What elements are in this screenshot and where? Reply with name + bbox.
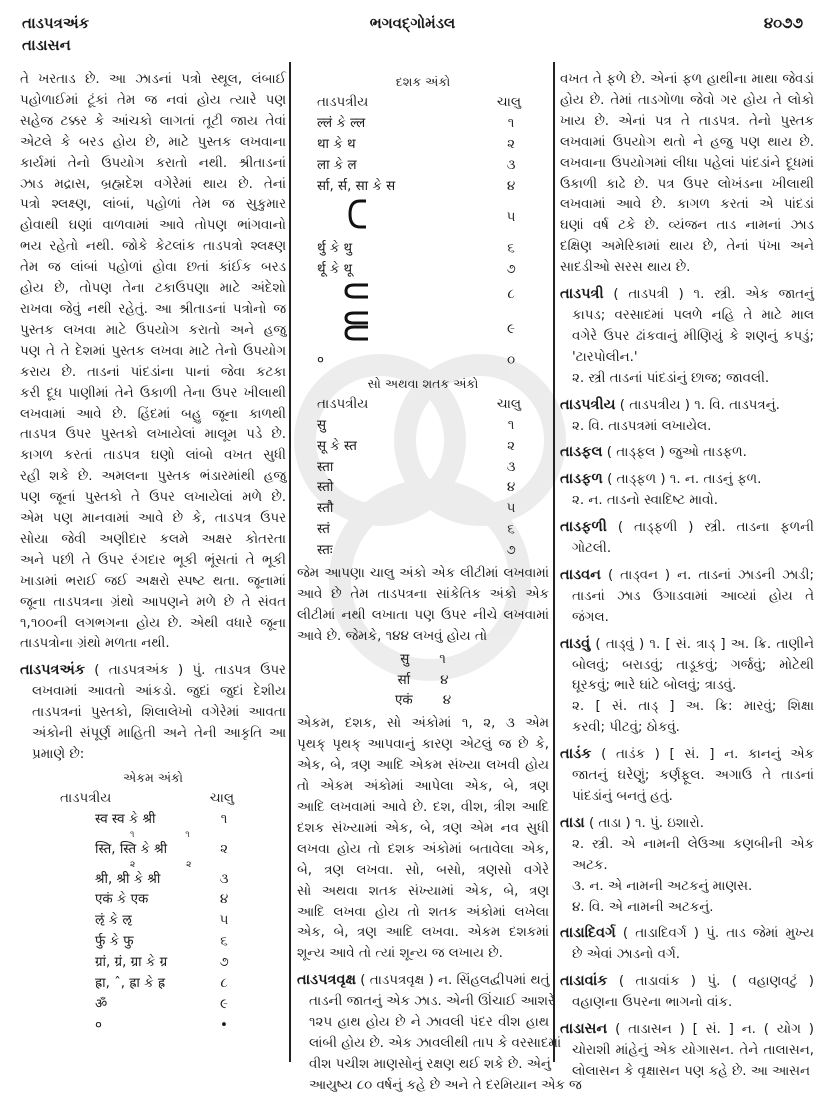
entry-definition: ( તાડપત્રવૃક્ષ ) ન. સિંહલદ્વીપમાં થતું [360, 973, 550, 989]
entry-line: લોલાસન કે વૃક્ષાસન પણ કહે છે. આ આસન [572, 1063, 810, 1079]
column-right [560, 70, 814, 1083]
entry-headword: તાડપત્રી [560, 286, 604, 303]
table-title: એકમ અંકો [123, 769, 183, 785]
dictionary-entry [297, 970, 582, 1096]
table-row [20, 974, 286, 995]
text-line: શૂન્ય આવે તો ત્યાં શૂન્ય જ લખાય છે. [297, 946, 503, 962]
entry-definition: ( તાડપત્રઅંક ) પું. તાડપત્ર ઉપર [94, 663, 286, 679]
entry-headword: તાડપત્રવૃક્ષ [297, 972, 357, 989]
entry-line: કરવી; પીટવું; ઠોકવું. [572, 720, 680, 736]
entry-line: ૩. ન. એ નામની અટકનું માણસ. [572, 878, 753, 894]
text-line: આવે છે. જેમકે, ૧૪૪ લખવું હોય તો [297, 628, 488, 644]
table-row [297, 135, 549, 156]
entry-definition: ( તાડાદિવર્ગ ) પું. તાડ જેમાં મુખ્ય [622, 926, 814, 942]
table-row [297, 478, 549, 499]
entry-definition: ( તાડાસન ) [ સં. ] ન. ( યોગ ) [615, 1022, 814, 1038]
entry-line: 'ટારપોલીન.' [572, 349, 638, 365]
text-line: ૧,૧૦૦ની લગભગના હોય છે. એથી વધારે જૂના [20, 615, 286, 631]
table-row [20, 953, 286, 974]
palm-leaf-numeral: स्ति, स्ति કે श्री [95, 841, 168, 857]
entry-line: ૨. સ્ત્રી. એ નામની લેઉઆ કણબીની એક [572, 836, 814, 852]
palm-leaf-numeral: र्फु કે फु [95, 934, 134, 950]
entry-definition: ( તાડ્વન ) ન. તાડનાં ઝાડની ઝાડી; [607, 567, 814, 583]
entry-line [560, 923, 814, 945]
entry-headword: તાડપત્રીય [560, 396, 616, 413]
palm-leaf-numeral: ० [95, 1017, 102, 1033]
entry-headword: તાડાસન [560, 1021, 608, 1038]
palm-leaf-numeral: र्थू કે थू [317, 262, 353, 278]
modern-numeral: ૩ [506, 157, 516, 173]
table-row [297, 114, 549, 135]
dictionary-entry [560, 1019, 814, 1083]
text-line: પહોળાઈમાં ટૂંકાં તેમ જ નવાં હોય ત્યારે પણ [20, 92, 286, 108]
table-header-row [20, 789, 286, 810]
column-left [20, 70, 286, 1039]
example-table [297, 650, 549, 713]
modern-numeral: ૧ [507, 115, 515, 131]
paragraph [560, 70, 814, 279]
entry-definition: ( તાડ્ફળી ) સ્ત્રી. તાડના ફળની [617, 520, 814, 536]
entry-line: તાડનાં ઝાડ ઉગાડવામાં આવ્યાં હોય તે [572, 588, 814, 604]
entry-line: ૨. વિ. તાડપત્રમાં લખાયેલ. [572, 418, 712, 434]
table-title: સો અથવા શતક અંકો [367, 375, 479, 391]
palm-leaf-numeral [297, 281, 382, 309]
palm-leaf-numeral: स्तः [317, 543, 333, 559]
palm-leaf-numeral: सु [317, 417, 327, 433]
text-line: હોય છે, તોપણ તેના ટકાઉપણા માટે અંદેશો [20, 281, 286, 297]
text-line: રહી શકે છે. અમલના પુસ્તક ભંડારમાંથી હજુ [20, 469, 286, 485]
text-line: પત્રો શ્લક્ષ્ણ, લાંબાં, પહોળાં તેમ જ સુકુમાર [20, 197, 286, 213]
modern-numeral: ૪ [440, 672, 449, 688]
modern-numeral: ૨ [507, 136, 515, 152]
dictionary-entry [560, 395, 814, 438]
text-line: એકમ, દશક, સો અંકોમાં ૧, ૨, ૩ એમ [297, 716, 549, 732]
entry-headword: તાડફલ [560, 444, 603, 461]
entry-definition: ( તાડાવાંક ) પું. ( વહાણવટું ) [618, 974, 814, 990]
entry-headword: તાડપત્રઅંક [20, 662, 85, 679]
modern-numeral: ૦ [506, 352, 516, 368]
table-row [297, 541, 549, 562]
palm-leaf-numeral: था કે थ [317, 136, 356, 152]
modern-numeral: ૭ [219, 955, 229, 971]
table-row [20, 911, 286, 932]
text-line: એક, બે, ત્રણ આદિ લખવા. એકમ દશકમાં [297, 925, 549, 941]
text-line: પુસ્તક લખવા માટે ઉપયોગ કરાતો અને હજુ [20, 322, 286, 338]
modern-numeral: ૪ [442, 693, 451, 709]
numeral-superscript-mark: ૧ ૧ [130, 829, 214, 840]
entry-line: અંકોની સંપૂર્ણ માહિતી અને તેની આકૃતિ આ [32, 726, 286, 742]
dictionary-entry [560, 971, 814, 1014]
dictionary-entry [20, 660, 286, 766]
entry-definition: ( તાડપત્રીય ) ૧. વિ. તાડપત્રનું. [619, 397, 780, 413]
modern-numeral: ૧ [220, 811, 228, 827]
entry-line: વીશ પચીશ માણસોનું રક્ષણ થઈ શકે છે. એનું [309, 1056, 551, 1072]
text-line: તાડપત્ર ઉપર પુસ્તકો લખાયેલાં માલૂમ પડે છે. [20, 427, 286, 443]
entry-line: જંગલ. [572, 609, 609, 625]
entry-line [560, 517, 814, 539]
column-divider [553, 62, 555, 1062]
palm-leaf-numeral: स्तौ [317, 501, 334, 517]
table-row [20, 890, 286, 911]
entry-line: તાડની જાતનું એક ઝાડ. એની ઊંચાઈ આશરે [309, 994, 555, 1010]
modern-numeral: ૬ [220, 934, 228, 950]
text-line: ઘણાં વર્ષ ટકે છે. વ્યંજન તાડ નામનાં ઝાડ [560, 218, 814, 234]
entry-headword: તાડફળ [560, 471, 603, 488]
text-line: કાગળ કરતાં તાડપત્ર ઘણો લાંબો વખત સુધી [20, 448, 286, 464]
palm-leaf-numeral: स्तं [317, 522, 330, 538]
dictionary-entry [560, 565, 814, 629]
text-line: ઉકાળી કાઢે છે. પત્ર ઉપર લોખંડના ખીલાથી [560, 176, 814, 192]
entry-headword: તાડંક [560, 746, 592, 763]
entry-line [560, 565, 814, 587]
palm-leaf-numeral: ऌं કે ऌ [95, 913, 132, 929]
entry-line: ૨. [ સં. તાડ્ ] અ. ક્રિ: મારવું; શિક્ષા [572, 699, 814, 715]
column-header: ચાલુ [496, 94, 521, 110]
text-line: કાર્યમાં તેનો ઉપયોગ કરાતો નથી. શ્રીતાડનાં [20, 155, 286, 171]
column-header: ચાલુ [496, 396, 521, 412]
entry-line [560, 1019, 814, 1041]
entry-line: પાંદડાંનું બનતું હતું. [572, 789, 673, 804]
text-line: કરાય છે. તાડનાં પાંદડાંના પાનાં જેવા કટકા [20, 364, 286, 380]
entry-line: પ્રમાણે છે: [32, 747, 85, 762]
table-row [297, 499, 549, 520]
palm-leaf-numeral: र्थु કે थु [317, 241, 353, 257]
double-loop-numeral-glyph-icon [342, 309, 382, 343]
entry-line [297, 970, 549, 992]
modern-numeral: ૭ [506, 543, 516, 559]
table-header-row [297, 395, 549, 416]
table-row [297, 281, 549, 309]
dictionary-entry [560, 744, 814, 808]
modern-numeral: ૨ [507, 438, 515, 454]
text-line: એટલે કે બરડ હોય છે, માટે પુસ્તક લખવાના [20, 134, 286, 150]
dictionary-entry [560, 813, 814, 919]
entry-definition: ( તાડા ) ૧. પું. ઇશારો. [588, 815, 704, 831]
modern-numeral: ૫ [506, 501, 516, 517]
text-line: અને પછી તે ઉપર રંગદાર ભૂકી ભૂંસતાં તે ભૂકી [20, 552, 286, 568]
text-line: જૂના તાડપત્રના ગ્રંથો આપણને મળે છે તે સંવત [20, 594, 286, 610]
table-row [297, 197, 549, 239]
dictionary-entry [560, 517, 814, 560]
text-line: હોવાથી ઘણાં વાળવામાં આવે તોપણ ભાંગવાનો [20, 218, 286, 234]
palm-leaf-numeral: एकं [394, 693, 413, 709]
column-header: ચાલુ [209, 790, 234, 806]
text-line: પણ જૂનાં પુસ્તકો તે ઉપર લખાયેલાં મળે છે. [20, 490, 286, 506]
table-title: દશક અંકો [395, 74, 451, 89]
palm-leaf-numeral: ० [317, 352, 324, 368]
modern-numeral: ૧ [439, 651, 446, 667]
table-row [20, 870, 286, 891]
text-line: દક્ષિણ અમેરિકામાં થાય છે, તેનાં પંખા અને [560, 239, 814, 255]
entry-line [560, 442, 814, 464]
entry-headword: તાડા [560, 814, 585, 831]
text-line: આદિ લખવા હોય તો શતક અંકોમાં લખેલા [297, 904, 549, 920]
modern-numeral: ૬ [507, 522, 515, 538]
dictionary-entry [560, 923, 814, 966]
modern-numeral: ૪ [219, 892, 229, 908]
modern-numeral: ૩ [219, 871, 229, 887]
palm-leaf-numeral: स्तो [317, 480, 334, 496]
entry-line: આયુષ્ય ૮૦ વર્ષનું કહે છે અને તે દરમિયાન એક જ [309, 1077, 582, 1093]
entry-definition: ( તાડ્વું ) ૧. [ સં. ત્રાડ્ ] અ. ક્રિ. તાણીને [595, 636, 814, 652]
entry-line [20, 660, 286, 682]
text-line: એમ પણ માનવામાં આવે છે કે, તાડપત્ર ઉપર [20, 511, 286, 527]
text-line: હોય છે. તેમાં તાડગોળા જેવો ગર હોય તે લોકો [560, 92, 814, 108]
loop-numeral-glyph-icon [342, 281, 382, 301]
modern-numeral: ૫ [219, 913, 229, 929]
table-row [20, 1016, 286, 1037]
table-row [297, 177, 549, 198]
text-line: લીટીમાં નથી લખાતા પણ ઉપર નીચે લખવામાં [297, 607, 549, 623]
text-line: કરી દૂધ પાણીમાં તેને ઉકાળી તેના ઉપર ખીલાથી [20, 385, 286, 401]
text-line: આદિ લખવામાં આવે છે. દશ, વીશ, ત્રીશ આદિ [297, 800, 549, 815]
text-line: સહેજ ટક્કર કે આંચકો લાગતાં તૂટી જાય તેવાં [20, 113, 286, 129]
entry-line: ગોટલી. [572, 541, 612, 557]
text-line: ઝાડ મદ્રાસ, બ્રહ્મદેશ વગેરેમાં થાય છે. તેનાં [20, 176, 286, 192]
modern-numeral: ૩ [506, 459, 516, 475]
dictionary-entry [560, 469, 814, 512]
modern-numeral: • [220, 1017, 228, 1033]
entry-line: ઘૂરકવું; ભારે ઘાંટે બોલવું; ત્રાડવું. [572, 678, 737, 694]
palm-leaf-numeral: श्री, श्री કે श्री [95, 871, 161, 887]
palm-leaf-numeral: एकं કે एक [95, 892, 149, 908]
text-line: તેમ જ લાંબાં પહોળાં હોવા છતાં કાંઈક બરડ [20, 260, 286, 276]
modern-numeral: ૭ [506, 262, 516, 278]
text-line: તો એકમ અંકોમાં આપેલા એક, બે, ત્રણ [297, 779, 549, 795]
table-row [297, 520, 549, 541]
entry-headword: તાડવું [560, 635, 591, 652]
text-line: પૃથક્ પૃથક્ આપવાનું કારણ એટલું જ છે કે, [297, 737, 549, 753]
table-row [297, 437, 549, 458]
table-row [297, 239, 549, 260]
palm-leaf-numeral: ह्रा, ˆ, ह्रा કે ह्र [95, 976, 165, 992]
entry-headword: તાડવન [560, 566, 601, 583]
modern-numeral: ૯ [220, 996, 228, 1012]
entry-line: ૧૨૫ હાથ હોય છે ને ઝાવલી પંદર વીશ હાથ [309, 1015, 549, 1031]
numeral-superscript-mark: ૨ ૨ [130, 859, 216, 870]
entry-headword: તાડફળી [560, 519, 607, 536]
palm-leaf-numeral: ल्लं કે ल्ल [317, 115, 366, 131]
text-line: ભય રહેતો નથી. જોકે કેટલાંક તાડપત્રો શ્લક્ષ્ણ [20, 239, 286, 255]
entry-line: અટક. [572, 857, 608, 873]
text-line: સાદડીઓ સરસ થાય છે. [560, 260, 691, 276]
column-header: તાડપત્રીય [60, 790, 112, 806]
modern-numeral: ૧ [507, 417, 515, 433]
example-row [297, 650, 549, 671]
table-row [20, 932, 286, 953]
entry-line: તાડપત્રનાં પુસ્તકો, શિલાલેખો વગેરેમાં આવતા [32, 705, 286, 721]
paragraph [20, 70, 286, 655]
numeral-table [297, 374, 549, 562]
text-line: વખત તે ફળે છે. એનાં ફળ હાથીના માથા જેવડાં [560, 72, 814, 87]
column-header: તાડપત્રીય [317, 94, 369, 110]
palm-leaf-numeral: सू કે स्त [317, 438, 357, 454]
text-line: તાડપત્રોના ગ્રંથો મળતા નથી. [20, 636, 170, 652]
modern-numeral: ૯ [507, 321, 515, 337]
palm-leaf-numeral: र्सा, र्स, सा કે स [317, 178, 396, 194]
dictionary-entry [560, 634, 814, 740]
entry-line [560, 469, 814, 491]
entry-line: છે એવાં ઝાડનો વર્ગ. [572, 947, 680, 963]
table-row [297, 309, 549, 351]
palm-leaf-numeral: स्व स्व કે श्री [95, 811, 156, 827]
entry-line: લખવામાં આવતો આંકડો. જુદાં જુદાં દેશીય [32, 684, 286, 700]
text-line: લખવાના ઉપયોગમાં લીધા પહેલાં પાંદડાંને દૂધમાં [560, 155, 814, 171]
palm-leaf-numeral: ग्रां, ग्रं, ग्रा કે ग्र [95, 955, 168, 971]
column-divider [289, 62, 291, 1062]
modern-numeral: ૮ [507, 286, 515, 302]
entry-definition: ( તાડ્ફળ ) ૧. ન. તાડનું ફળ. [607, 472, 762, 488]
text-line: લખવામાં ઉપયોગ થતો ને હજુ પણ થાય છે. [560, 134, 814, 150]
palm-leaf-numeral: र्सा [397, 672, 411, 688]
table-header-row [297, 93, 549, 114]
page-number: ૪૦૭૭ [763, 14, 803, 32]
text-line: એક, બે, ત્રણ આદિ એકમ સંખ્યા લખવી હોય [297, 758, 549, 774]
table-row [297, 458, 549, 479]
palm-leaf-numeral: सु [400, 651, 410, 667]
entry-line [560, 813, 814, 835]
table-row [297, 260, 549, 281]
table-row [20, 810, 286, 831]
palm-leaf-numeral: स्ता [317, 459, 334, 475]
text-line: આવે છે તેમ તાડપત્રના સાંકેતિક અંકો એક [297, 586, 549, 602]
entry-line: બોલવું; બરાડવું; તાડૂકવું; ગર્જવું; મોટેથી [572, 657, 814, 673]
numeral-table [297, 72, 549, 372]
entry-line: ૪. વિ. એ નામની અટકનું. [572, 899, 714, 915]
running-head-first-word: તાડપત્રઅંક [22, 14, 90, 32]
text-line: દશક સંખ્યામાં એક, બે, ત્રણ એમ નવ સુધી [297, 820, 549, 836]
modern-numeral: ૪ [506, 178, 516, 194]
entry-line: ૨. સ્ત્રી તાડનાં પાંદડાંનું છાજ; જાવલી. [572, 370, 770, 386]
table-row [297, 351, 549, 372]
entry-definition: ( તાડંક ) [ સં. ] ન. કાનનું એક [601, 747, 814, 763]
entry-line: ૨. ન. તાડનો સ્વાદિષ્ટ માવો. [572, 493, 718, 509]
text-line: સોયા જેવી અણીદાર કલમે અક્ષર કોતરતા [20, 531, 286, 547]
text-line: જેમ આપણા ચાલુ અંકો એક લીટીમાં લખવામાં [297, 566, 549, 582]
entry-definition: ( તાડ્ફલ ) જુઓ તાડફળ. [606, 445, 747, 461]
running-head-last-word: તાડાસન [22, 36, 71, 54]
text-line: લખવામાં આવે છે. હિંદમાં બહુ જૂના કાળથી [20, 406, 286, 422]
entry-line [560, 971, 814, 993]
palm-leaf-numeral [297, 197, 382, 239]
entry-line [560, 744, 814, 766]
palm-leaf-numeral: ॐ [95, 996, 108, 1012]
palm-leaf-numeral [297, 309, 382, 351]
paragraph [297, 564, 549, 648]
modern-numeral: ૪ [506, 480, 516, 496]
table-row [297, 156, 549, 177]
table-row [297, 416, 549, 437]
dictionary-entry [560, 442, 814, 464]
modern-numeral: ૮ [220, 976, 228, 992]
entry-line: લાંબી હોય છે. એક ઝાવલીથી તાપ કે વરસાદમાં [309, 1035, 562, 1051]
entry-line: વહાણના ઉપરના ભાગનો વાંક. [572, 995, 733, 1011]
text-line: સો અથવા શતક સંખ્યામાં એક, બે, ત્રણ [297, 883, 549, 899]
entry-headword: તાડાવાંક [560, 973, 608, 990]
paragraph [297, 714, 549, 965]
entry-line: કાપડ; વરસાદમાં પલળે નહિ તે માટે માલ [572, 307, 814, 323]
entry-line: ચોરાશી માંહેનું એક યોગાસન. તેને તાલાસન, [572, 1042, 814, 1058]
dictionary-entry [560, 284, 814, 390]
column-header: તાડપત્રીય [317, 396, 369, 412]
modern-numeral: ૨ [220, 841, 228, 857]
text-line: ખાય છે. એનાં પત્ર તે તાડપત્ર. તેનો પુસ્તક [560, 113, 814, 129]
entry-headword: તાડાદિવર્ગ [560, 925, 616, 942]
example-row [297, 691, 549, 712]
numeral-table [20, 768, 286, 1037]
modern-numeral: ૫ [506, 209, 516, 225]
text-line: બે, ત્રણ લખવા. સો, બસો, ત્રણસો વગેરે [297, 862, 549, 878]
text-line: પણ તે તે દેશમાં પુસ્તક લખવા માટે તેનો ઉપયોગ [20, 343, 286, 359]
palm-leaf-numeral: ला કે ल [317, 157, 357, 173]
entry-line [560, 634, 814, 656]
entry-line: વગેરે ઉપર ઢાંકવાનું મીણિયું કે શણનું કપડું; [572, 328, 814, 344]
c-shape-numeral-glyph-icon [342, 197, 382, 231]
entry-definition: ( તાડપત્રી ) ૧. સ્ત્રી. એક જાતનું [613, 287, 814, 303]
entry-line [560, 284, 814, 306]
text-line: લખવામાં આવે છે. કાગળ કરતાં એ પાંદડાં [560, 197, 814, 213]
table-row [20, 840, 286, 861]
text-line: રાખવા જેવું નથી રહેતું. આ શ્રીતાડનાં પત્રોનો જ [20, 301, 286, 317]
text-line: લખવા હોય તો દશક અંકોમાં બતાવેલા એક, [297, 841, 549, 857]
text-line: તે ખરતાડ છે. આ ઝાડનાં પત્રો સ્થૂલ, લંબાઈ [20, 72, 286, 87]
modern-numeral: ૬ [507, 241, 515, 257]
text-line: ખાડામાં ભરાઈ જઈ અક્ષરો સ્પષ્ટ થતા. જૂનામાં [20, 573, 286, 589]
book-title: ભગવદ્ગોમંડલ [369, 14, 456, 32]
table-row [20, 995, 286, 1016]
entry-line [560, 395, 814, 417]
entry-line: જાતનું ઘરેણું; કર્ણફૂલ. અગાઉ તે તાડનાં [572, 768, 814, 784]
example-row [297, 671, 549, 692]
